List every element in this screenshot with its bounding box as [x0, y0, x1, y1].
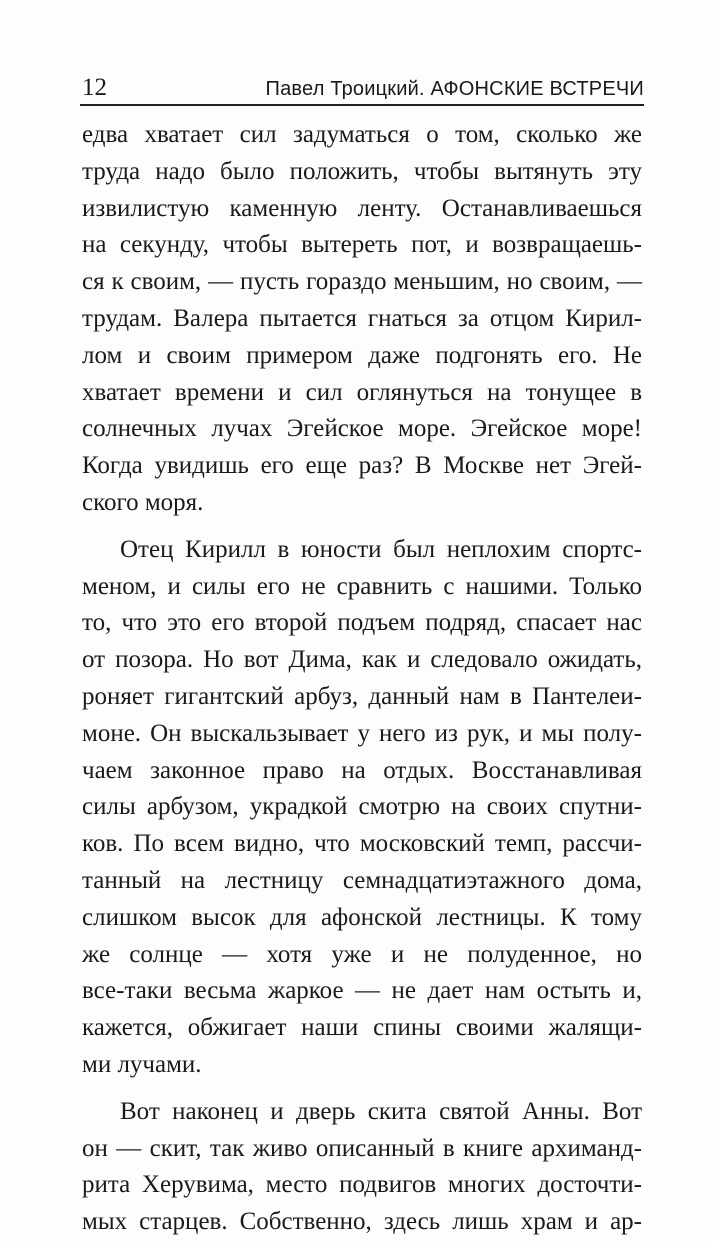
- paragraph: [82, 117, 642, 522]
- text-line: все-таки весьма жаркое — не дает нам остыть и,: [82, 977, 642, 1005]
- text-line: ми лучами.: [82, 1050, 202, 1078]
- text-line: лом и своим примером даже подгонять его. Не: [82, 341, 642, 369]
- text-line: кажется, обжигает наши спины своими жалящи-: [82, 1014, 642, 1042]
- text-line: Отец Кирилл в юности был неплохим спортс-: [120, 535, 642, 563]
- text-line: едва хватает сил задуматься о том, сколько же: [82, 121, 642, 148]
- text-line: ков. По всем видно, что московский темп, рассчи-: [82, 830, 642, 858]
- page-header: [82, 72, 644, 102]
- text-line: ского моря.: [82, 488, 204, 516]
- paragraph: [82, 532, 642, 1084]
- text-line: ся к своим, — пусть гораздо меньшим, но своим, —: [82, 268, 642, 296]
- text-line: трудам. Валера пытается гнаться за отцом Кирил-: [82, 304, 642, 332]
- text-line: извилистую каменную ленту. Останавливаешься: [82, 194, 642, 222]
- text-line: мых старцев. Собственно, здесь лишь храм и ар-: [82, 1208, 642, 1236]
- text-line: то, что это его второй подъем подряд, спасает нас: [82, 609, 642, 637]
- text-line: танный на лестницу семнадцатиэтажного дома,: [82, 866, 642, 894]
- text-line: роняет гигантский арбуз, данный нам в Пантелеи-: [82, 682, 642, 710]
- text-line: он — скит, так живо описанный в книге архиманд-: [82, 1134, 642, 1162]
- paragraph-gap: [82, 522, 642, 532]
- page-number: 12: [82, 74, 107, 101]
- text-line: хватает времени и сил оглянуться на тонущее в: [82, 378, 642, 406]
- paragraph: [82, 1094, 642, 1241]
- text-line: Вот наконец и дверь скита святой Анны. Вот: [120, 1097, 642, 1125]
- running-head: Павел Троицкий. АФОНСКИЕ ВСТРЕЧИ: [265, 78, 644, 100]
- text-line: моне. Он выскальзывает у него из рук, и мы полу-: [82, 719, 642, 747]
- text-line: на секунду, чтобы вытереть пот, и возвращаешь-: [82, 231, 642, 259]
- paragraph-gap: [82, 1084, 642, 1094]
- text-line: Когда увидишь его еще раз? В Москве нет Эгей-: [82, 452, 642, 480]
- text-line: рита Херувима, место подвигов многих досточти-: [82, 1171, 642, 1199]
- text-line: силы арбузом, украдкой смотрю на своих спутни-: [82, 793, 642, 821]
- text-line: труда надо было положить, чтобы вытянуть эту: [82, 157, 642, 185]
- text-line: солнечных лучах Эгейское море. Эгейское море!: [82, 415, 642, 443]
- text-line: чаем законное право на отдых. Восстанавливая: [82, 756, 642, 784]
- text-line: меном, и силы его не сравнить с нашими. Только: [82, 572, 642, 600]
- header-rule: [80, 104, 644, 106]
- body-text: [82, 117, 642, 1241]
- text-line: от позора. Но вот Дима, как и следовало ожидать,: [82, 646, 642, 674]
- text-line: же солнце — хотя уже и не полуденное, но: [82, 940, 642, 968]
- text-line: слишком высок для афонской лестницы. К тому: [82, 903, 642, 931]
